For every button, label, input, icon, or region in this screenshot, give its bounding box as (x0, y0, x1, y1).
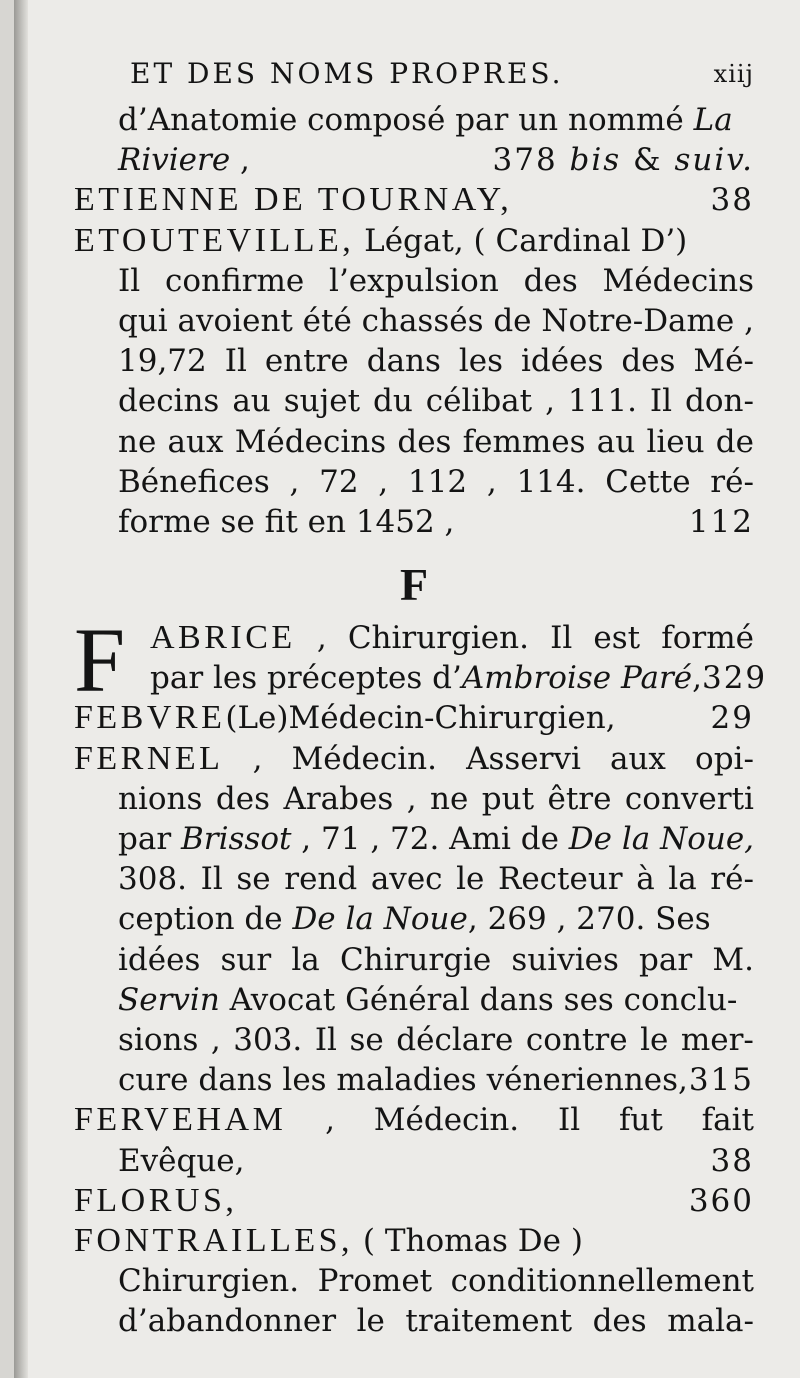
index-word: traitement (405, 1303, 573, 1340)
index-line (74, 140, 754, 180)
page-gutter-shadow (14, 0, 28, 1378)
index-word: 112 (407, 463, 468, 500)
index-word: , (744, 302, 754, 339)
page-reference-segment: & (621, 142, 675, 179)
page-reference: 329 (701, 660, 768, 697)
index-line-text (74, 180, 512, 220)
index-line (74, 422, 754, 462)
running-header (74, 48, 754, 100)
index-word: Il (118, 262, 141, 299)
index-line (74, 502, 754, 542)
index-word: des (621, 343, 676, 380)
index-text-segment: FERVEHAM (74, 1101, 287, 1139)
index-text-segment: Evêque, (118, 1142, 245, 1179)
index-word: formé (661, 620, 754, 657)
index-word: Promet (317, 1263, 433, 1300)
index-line-text (118, 140, 250, 180)
index-line (74, 1100, 754, 1140)
index-word: le (456, 861, 485, 898)
index-line (74, 100, 754, 140)
index-text-segment: FLORUS, (74, 1181, 238, 1219)
index-word: conditionnellement (450, 1263, 754, 1300)
index-word: le (640, 1021, 669, 1058)
index-word: converti (624, 780, 754, 817)
index-line (74, 819, 754, 859)
index-line (74, 1301, 754, 1341)
index-line (74, 462, 754, 502)
index-word: rend (284, 861, 358, 898)
index-word: , (486, 463, 497, 500)
index-text-segment: Brissot (181, 821, 292, 857)
page-reference-segment: 38 (710, 1142, 754, 1179)
index-word: idées (118, 941, 201, 978)
index-text-segment: ETOUTEVILLE, (74, 221, 355, 259)
page-reference-segment: 378 (492, 142, 570, 179)
index-text-segment: , 71 , 72. Ami de (291, 821, 569, 857)
index-word: se (236, 861, 271, 898)
index-text-segment: FEBVRE (74, 699, 226, 737)
index-word: à (636, 861, 655, 898)
page-reference (711, 698, 754, 738)
index-word: sur (220, 941, 272, 978)
section-letter: F (399, 559, 429, 611)
index-word: idées (521, 343, 604, 380)
index-word: Bénefices (118, 463, 270, 500)
index-word: l’expulsion (329, 262, 499, 299)
index-text-segment: par (118, 821, 181, 857)
index-word: des (215, 780, 270, 817)
index-word: Médecin. (373, 1102, 520, 1139)
index-line (74, 1020, 754, 1060)
index-word: decins (118, 383, 220, 420)
index-line (74, 381, 754, 421)
index-line (74, 1261, 754, 1301)
index-word: la (668, 861, 697, 898)
index-word: avoient (177, 302, 293, 339)
index-line (74, 1060, 754, 1100)
index-text-segment: De la Noue, (568, 821, 755, 857)
index-word: avec (370, 861, 443, 898)
index-text-segment: FONTRAILLES, (74, 1221, 354, 1259)
index-line-text (74, 698, 616, 738)
index-word: , (545, 383, 555, 420)
index-word: célibat (425, 383, 533, 420)
index-word: est (593, 620, 641, 657)
index-text-segment: ( Thomas De ) (353, 1222, 583, 1259)
index-word: Arabes (283, 780, 394, 817)
index-word: au (596, 423, 636, 460)
index-line (74, 1141, 754, 1181)
index-text-segment: FERNEL (74, 739, 224, 777)
index-headword: ABRICE (150, 619, 296, 657)
index-line-text (118, 821, 754, 857)
index-line (74, 261, 754, 301)
index-line (74, 698, 754, 738)
dropcap-letter: F (74, 609, 126, 712)
index-line (74, 859, 754, 899)
index-word: être (547, 780, 612, 817)
page-reference (711, 1141, 754, 1181)
index-word: Mé- (693, 343, 754, 380)
index-line (74, 301, 754, 341)
index-line (74, 899, 754, 939)
index-word: des (523, 262, 578, 299)
entries-e (74, 100, 754, 542)
index-word: 114. (516, 463, 586, 500)
index-line-text (118, 102, 733, 138)
index-text-segment: , (230, 142, 250, 179)
index-word: fut (618, 1102, 663, 1139)
index-line-text (118, 1060, 688, 1100)
index-text-segment: forme se fit en 1452 , (118, 503, 455, 540)
index-word: dans (366, 343, 441, 380)
index-word: , (378, 463, 389, 500)
index-word: ré- (710, 861, 754, 898)
index-line-text (74, 1181, 237, 1221)
index-text-segment: ception de (118, 901, 293, 938)
index-word: Il (550, 620, 573, 657)
index-text-segment: d’Anatomie composé par un nommé (118, 102, 694, 138)
index-word: Il (314, 1021, 337, 1058)
index-word: , (406, 780, 417, 817)
index-word: mer- (680, 1021, 754, 1058)
index-word: qui (118, 302, 168, 339)
page-reference (689, 1060, 754, 1100)
index-word: par (639, 941, 693, 978)
index-word: de (715, 423, 754, 460)
index-word: entre (264, 343, 349, 380)
index-word: nions (118, 780, 203, 817)
page-reference (493, 140, 755, 180)
index-word: Asservi (466, 740, 581, 777)
index-word: 19,72 (118, 343, 207, 380)
index-word: Chirurgien. (118, 1263, 300, 1300)
index-word: 111. (567, 383, 637, 420)
index-word: contre (525, 1021, 628, 1058)
page-number: xiij (713, 60, 754, 88)
index-word: d’abandonner (118, 1303, 337, 1340)
index-word: Il (224, 343, 247, 380)
index-word: chassés (361, 302, 484, 339)
index-text-segment: Légat, ( Cardinal D’) (354, 222, 688, 259)
entries-f (74, 698, 754, 1341)
index-word: sions (118, 1021, 199, 1058)
index-word: suivies (511, 941, 619, 978)
page-reference (689, 502, 754, 542)
index-word: 72 (319, 463, 359, 500)
index-word: mala- (667, 1303, 754, 1340)
page-reference-segment: 29 (710, 700, 754, 737)
page-reference-segment: 315 (688, 1062, 754, 1099)
index-line (74, 341, 754, 381)
index-line-text (118, 901, 711, 937)
index-word: de (493, 302, 532, 339)
index-word: déclare (396, 1021, 514, 1058)
index-word: 308. (118, 861, 188, 898)
index-word: lieu (646, 423, 705, 460)
index-text-segment: Ambroise Paré (461, 660, 693, 697)
page-reference-segment: suiv. (674, 142, 754, 179)
index-line-text (118, 502, 454, 542)
index-word: , (289, 463, 300, 500)
index-word: du (373, 383, 413, 420)
index-word: les (458, 343, 504, 380)
dropcap-entry (74, 609, 768, 712)
index-text-segment: La (693, 102, 733, 138)
index-word: 303. (233, 1021, 303, 1058)
index-word: aux (167, 423, 224, 460)
index-line (74, 940, 754, 980)
index-text-segment: Servin (118, 981, 220, 1018)
index-word: au (232, 383, 271, 420)
page-reference (711, 180, 754, 220)
index-word: Notre-Dame (541, 302, 735, 339)
index-line (74, 180, 754, 220)
index-word: la (291, 941, 320, 978)
index-word: des (397, 423, 452, 460)
index-text-segment: par les préceptes d’ (150, 660, 462, 697)
index-word: Chirurgien. (347, 620, 529, 657)
index-line (74, 739, 754, 779)
index-line (74, 221, 754, 261)
index-word: se (349, 1021, 384, 1058)
index-word: , (325, 1102, 335, 1139)
index-word: été (302, 302, 352, 339)
index-word: sujet (283, 383, 361, 420)
index-word: Médecin. (291, 740, 437, 777)
index-word: Chirurgie (339, 941, 492, 978)
index-word: put (481, 780, 535, 817)
index-word: ne (430, 780, 469, 817)
index-word: , (210, 1021, 221, 1058)
index-text-segment: , (692, 660, 702, 697)
index-line-text (74, 223, 687, 259)
index-word: aux (609, 740, 666, 777)
page-reference (689, 1181, 754, 1221)
page-reference-segment: bis (569, 142, 622, 179)
index-word: des (592, 1303, 647, 1340)
index-word: ne (118, 423, 157, 460)
index-word: don- (685, 383, 754, 420)
index-text-segment: Riviere (118, 142, 231, 179)
index-line-text (118, 982, 737, 1018)
index-word: Il (649, 383, 673, 420)
index-word: Médecins (234, 423, 387, 460)
index-word: le (356, 1303, 385, 1340)
index-word: opi- (695, 740, 754, 777)
page-reference-segment: 112 (688, 503, 754, 540)
index-line (74, 980, 754, 1020)
index-line-text (118, 1141, 245, 1181)
index-word: Recteur (497, 861, 623, 898)
index-word: Cette (605, 463, 691, 500)
index-text (74, 48, 768, 1341)
index-line (74, 779, 754, 819)
index-line-text (74, 1223, 583, 1259)
page-reference-segment: 360 (688, 1182, 754, 1219)
index-text-segment: cure dans les maladies véneriennes, (118, 1062, 688, 1099)
index-text-segment: Avocat Général dans ses conclu- (219, 981, 738, 1018)
index-word: Il (200, 861, 223, 898)
index-word: fait (701, 1102, 754, 1139)
index-text-segment: ETIENNE DE TOURNAY, (74, 181, 513, 219)
index-word: M. (712, 941, 754, 978)
index-text-segment: , 269 , 270. Ses (467, 901, 711, 938)
dropcap-line-1 (150, 618, 754, 658)
index-word: Médecins (602, 262, 754, 299)
index-word: ré- (710, 463, 754, 500)
page-reference-segment: 38 (710, 182, 754, 219)
running-title: ET DES NOMS PROPRES. (130, 57, 564, 90)
index-word: femmes (462, 423, 586, 460)
index-text-segment: De la Noue (292, 901, 468, 938)
index-line (74, 1181, 754, 1221)
dropcap-line-2 (150, 658, 768, 698)
index-word: confirme (164, 262, 305, 299)
index-word: Il (557, 1102, 581, 1139)
index-line (74, 1221, 754, 1261)
index-word: , (252, 740, 263, 777)
index-text-segment: (Le)Médecin-Chirurgien, (225, 700, 616, 737)
index-word: , (316, 620, 327, 657)
index-line-text (150, 658, 702, 698)
